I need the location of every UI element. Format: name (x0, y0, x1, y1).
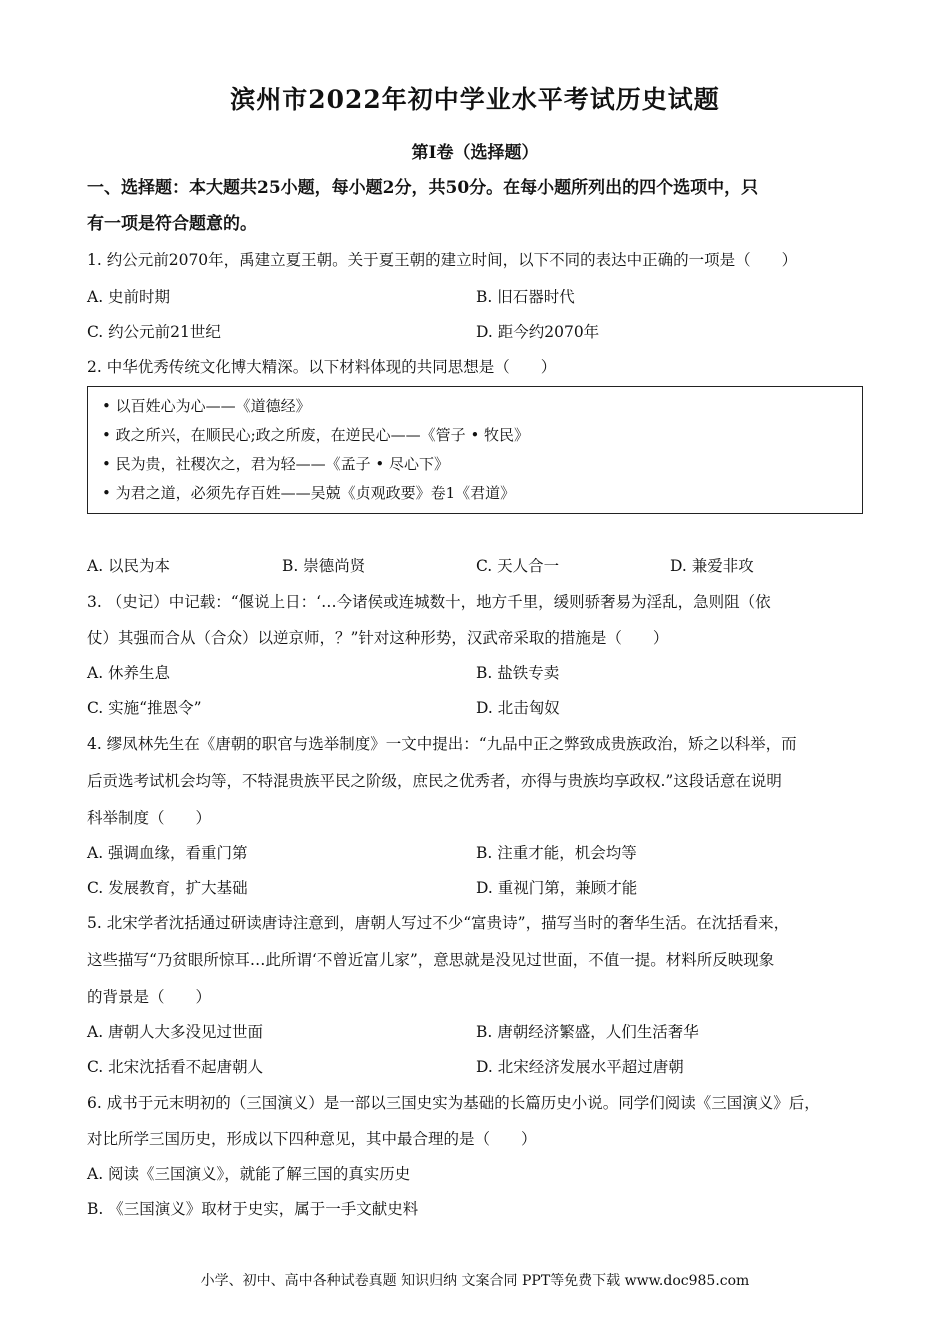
q1-option-c: C. 约公元前21世纪 (87, 323, 221, 341)
q4-stem-line-2: 后贡选考试机会均等，不特混贵族平民之阶级，庶民之优秀者，亦得与贵族均享政权.”这段话意在说明 (87, 772, 782, 790)
section-heading-line-1: 一、选择题：本大题共25小题，每小题2分，共50分。在每小题所列出的四个选项中，只 (87, 178, 759, 198)
q5-option-a: A. 唐朝人大多没见过世面 (87, 1023, 264, 1041)
q2-option-d: D. 兼爱非攻 (670, 557, 754, 575)
q4-option-a: A. 强调血缘，看重门第 (87, 844, 248, 862)
q2-stem: 2. 中华优秀传统文化博大精深。以下材料体现的共同思想是（ ） (87, 358, 557, 376)
q2-option-c: C. 天人合一 (476, 557, 560, 575)
section-heading (87, 170, 867, 242)
q2-option-a: A. 以民为本 (87, 557, 171, 575)
q5-option-d: D. 北宋经济发展水平超过唐朝 (476, 1058, 684, 1076)
q4-option-c: C. 发展教育，扩大基础 (87, 879, 248, 897)
page-footer: 小学、初中、高中各种试卷真题 知识归纳 文案合同 PPT等免费下载 www.doc985.com (200, 1273, 750, 1289)
q1-stem: 1. 约公元前2070年，禹建立夏王朝。关于夏王朝的建立时间，以下不同的表达中正确的一项是（ ） (87, 251, 798, 269)
q1-option-b: B. 旧石器时代 (476, 288, 575, 306)
q3-option-c: C. 实施“推恩令” (87, 699, 202, 717)
q3-option-d: D. 北击匈奴 (476, 699, 560, 717)
q6-option-b: B. 《三国演义》取材于史实，属于一手文献史料 (87, 1200, 419, 1218)
q4-stem-line-3: 科举制度（ ） (87, 809, 212, 827)
q5-stem-line-2: 这些描写“乃贫眼所惊耳…此所谓‘不曾近富儿家”，意思就是没见过世面，不值一提。材料所反映现象 (87, 951, 775, 969)
q6-stem-line-2: 对比所学三国历史，形成以下四种意见，其中最合理的是（ ） (87, 1130, 537, 1148)
q2-material-box (87, 386, 863, 514)
q4-option-b: B. 注重才能，机会均等 (476, 844, 637, 862)
q3-option-b: B. 盐铁专卖 (476, 664, 560, 682)
q1-option-d: D. 距今约2070年 (476, 323, 600, 341)
q4-option-d: D. 重视门第，兼顾才能 (476, 879, 638, 897)
q2-material-3: • 民为贵，社稷次之，君为轻——《孟子 • 尽心下》 (102, 455, 450, 473)
exam-title: 滨州市2022年初中学业水平考试历史试题 (230, 85, 720, 114)
q4-stem-line-1: 4. 缪凤林先生在《唐朝的职官与选举制度》一文中提出：“九品中正之弊致成贵族政治，矫之以科举，而 (87, 735, 797, 753)
q3-option-a: A. 休养生息 (87, 664, 171, 682)
q1-option-a: A. 史前时期 (87, 288, 171, 306)
q2-option-b: B. 崇德尚贤 (282, 557, 366, 575)
q2-material-1: • 以百姓心为心——《道德经》 (102, 397, 311, 415)
q2-material-4: • 为君之道，必须先存百姓——吴兢《贞观政要》卷1《君道》 (102, 484, 516, 502)
q5-option-b: B. 唐朝经济繁盛，人们生活奢华 (476, 1023, 699, 1041)
volume-subtitle: 第Ⅰ卷（选择题） (411, 143, 539, 163)
q5-stem-line-3: 的背景是（ ） (87, 988, 212, 1006)
q6-option-a: A. 阅读《三国演义》，就能了解三国的真实历史 (87, 1165, 411, 1183)
q6-stem-line-1: 6. 成书于元末明初的（三国演义）是一部以三国史实为基础的长篇历史小说。同学们阅读《三国演义》后， (87, 1094, 820, 1112)
q3-stem-line-2: 仗）其强而合从（合众）以逆京师，？”针对这种形势，汉武帝采取的措施是（ ） (87, 629, 669, 647)
q5-stem-line-1: 5. 北宋学者沈括通过研读唐诗注意到，唐朝人写过不少“富贵诗”，描写当时的奢华生活。在沈括看来， (87, 914, 790, 932)
q5-option-c: C. 北宋沈括看不起唐朝人 (87, 1058, 264, 1076)
q2-material-2: • 政之所兴，在顺民心;政之所废，在逆民心——《管子 • 牧民》 (102, 426, 530, 444)
q3-stem-line-1: 3. （史记）中记载：“偃说上日：‘…今诸侯或连城数十，地方千里，缓则骄奢易为淫乱，急则阻（依 (87, 593, 771, 611)
section-heading-line-2: 有一项是符合题意的。 (87, 214, 257, 234)
